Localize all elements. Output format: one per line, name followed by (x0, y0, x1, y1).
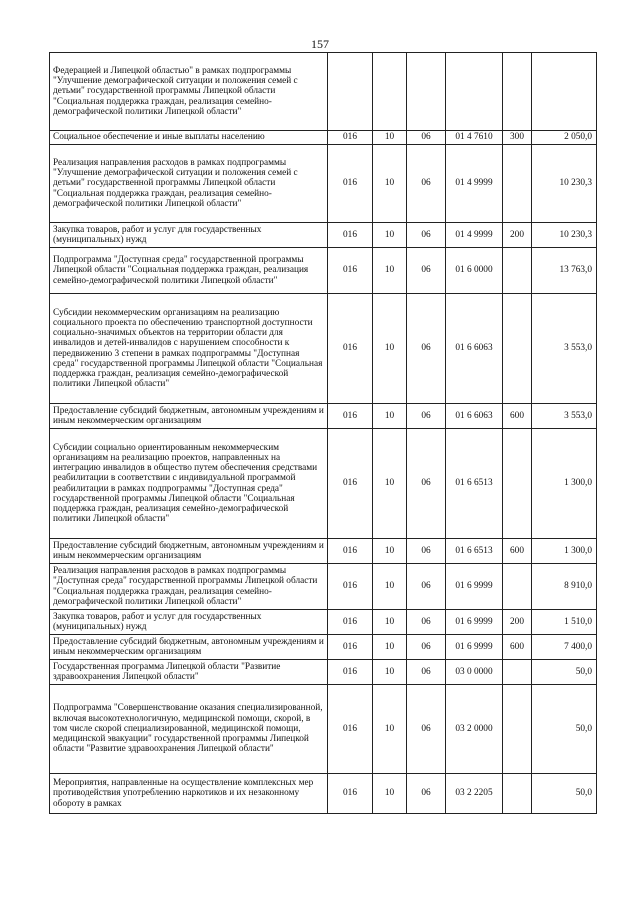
table-row (50, 131, 597, 145)
table-row (50, 774, 597, 814)
subsection-code-cell: 06 (407, 635, 446, 660)
amount-cell: 8 910,0 (532, 564, 597, 610)
target-article-cell: 03 2 2205 (446, 774, 503, 814)
ministry-code-cell: 016 (328, 660, 373, 685)
row-name-cell: Предоставление субсидий бюджетным, автономным учреждениям и иным некоммерческим организациям (50, 539, 328, 564)
section-code-cell: 10 (373, 248, 407, 294)
subsection-code-cell: 06 (407, 564, 446, 610)
expense-type-cell: 300 (503, 131, 532, 145)
subsection-code-cell (407, 53, 446, 131)
table-row (50, 248, 597, 294)
subsection-code-cell: 06 (407, 774, 446, 814)
target-article-cell: 01 6 9999 (446, 635, 503, 660)
amount-cell: 2 050,0 (532, 131, 597, 145)
subsection-code-cell: 06 (407, 685, 446, 774)
target-article-cell: 01 6 9999 (446, 564, 503, 610)
page-number: 157 (311, 37, 329, 51)
amount-cell (532, 53, 597, 131)
table-row (50, 429, 597, 539)
target-article-cell: 01 6 6513 (446, 539, 503, 564)
expense-type-cell (503, 429, 532, 539)
section-code-cell: 10 (373, 660, 407, 685)
section-code-cell: 10 (373, 610, 407, 635)
expense-type-cell (503, 294, 532, 404)
target-article-cell (446, 53, 503, 131)
amount-cell: 13 763,0 (532, 248, 597, 294)
expense-type-cell (503, 660, 532, 685)
subsection-code-cell: 06 (407, 223, 446, 248)
row-name-cell: Государственная программа Липецкой области "Развитие здравоохранения Липецкой области" (50, 660, 328, 685)
amount-cell: 1 510,0 (532, 610, 597, 635)
expense-type-cell (503, 685, 532, 774)
table-row (50, 660, 597, 685)
ministry-code-cell: 016 (328, 145, 373, 223)
section-code-cell: 10 (373, 223, 407, 248)
amount-cell: 7 400,0 (532, 635, 597, 660)
expense-type-cell: 600 (503, 404, 532, 429)
table-row (50, 404, 597, 429)
target-article-cell: 03 0 0000 (446, 660, 503, 685)
target-article-cell: 01 6 6063 (446, 404, 503, 429)
section-code-cell: 10 (373, 774, 407, 814)
budget-table-body (50, 53, 597, 814)
amount-cell: 50,0 (532, 774, 597, 814)
ministry-code-cell: 016 (328, 429, 373, 539)
ministry-code-cell: 016 (328, 774, 373, 814)
target-article-cell: 01 6 6063 (446, 294, 503, 404)
table-row (50, 610, 597, 635)
expense-type-cell: 600 (503, 539, 532, 564)
ministry-code-cell (328, 53, 373, 131)
section-code-cell: 10 (373, 635, 407, 660)
table-row (50, 53, 597, 131)
expense-type-cell (503, 564, 532, 610)
table-row (50, 685, 597, 774)
amount-cell: 3 553,0 (532, 294, 597, 404)
budget-table (49, 52, 597, 814)
subsection-code-cell: 06 (407, 539, 446, 564)
table-row (50, 294, 597, 404)
ministry-code-cell: 016 (328, 223, 373, 248)
amount-cell: 50,0 (532, 660, 597, 685)
subsection-code-cell: 06 (407, 145, 446, 223)
expense-type-cell (503, 248, 532, 294)
ministry-code-cell: 016 (328, 248, 373, 294)
target-article-cell: 01 4 9999 (446, 223, 503, 248)
section-code-cell: 10 (373, 145, 407, 223)
target-article-cell: 01 6 9999 (446, 610, 503, 635)
expense-type-cell (503, 145, 532, 223)
amount-cell: 3 553,0 (532, 404, 597, 429)
section-code-cell (373, 53, 407, 131)
row-name-cell: Закупка товаров, работ и услуг для государственных (муниципальных) нужд (50, 610, 328, 635)
subsection-code-cell: 06 (407, 131, 446, 145)
ministry-code-cell: 016 (328, 539, 373, 564)
section-code-cell: 10 (373, 564, 407, 610)
row-name-cell: Социальное обеспечение и иные выплаты населению (50, 131, 328, 145)
row-name-cell: Федерацией и Липецкой областью" в рамках подпрограммы "Улучшение демографической ситуации и положения семей с детьми" государственной программы Липецкой области "Социальная поддержка граждан, реализация семейно-демографической политики Липецкой области" (50, 53, 328, 131)
table-row (50, 539, 597, 564)
section-code-cell: 10 (373, 131, 407, 145)
amount-cell: 50,0 (532, 685, 597, 774)
ministry-code-cell: 016 (328, 635, 373, 660)
row-name-cell: Закупка товаров, работ и услуг для государственных (муниципальных) нужд (50, 223, 328, 248)
target-article-cell: 01 6 0000 (446, 248, 503, 294)
expense-type-cell: 200 (503, 223, 532, 248)
target-article-cell: 03 2 0000 (446, 685, 503, 774)
amount-cell: 10 230,3 (532, 223, 597, 248)
expense-type-cell: 600 (503, 635, 532, 660)
ministry-code-cell: 016 (328, 685, 373, 774)
table-row (50, 635, 597, 660)
expense-type-cell (503, 774, 532, 814)
amount-cell: 1 300,0 (532, 539, 597, 564)
target-article-cell: 01 4 7610 (446, 131, 503, 145)
subsection-code-cell: 06 (407, 429, 446, 539)
row-name-cell: Предоставление субсидий бюджетным, автономным учреждениям и иным некоммерческим организациям (50, 404, 328, 429)
ministry-code-cell: 016 (328, 564, 373, 610)
row-name-cell: Мероприятия, направленные на осуществление комплексных мер противодействия употреблению наркотиков и их незаконному обороту в рамках (50, 774, 328, 814)
row-name-cell: Подпрограмма "Доступная среда" государственной программы Липецкой области "Социальная поддержка граждан, реализация семейно-демографической политики Липецкой области" (50, 248, 328, 294)
expense-type-cell (503, 53, 532, 131)
target-article-cell: 01 6 6513 (446, 429, 503, 539)
subsection-code-cell: 06 (407, 248, 446, 294)
ministry-code-cell: 016 (328, 610, 373, 635)
table-row (50, 145, 597, 223)
ministry-code-cell: 016 (328, 131, 373, 145)
ministry-code-cell: 016 (328, 404, 373, 429)
row-name-cell: Субсидии социально ориентированным некоммерческим организациям на реализацию проектов, направленных на интеграцию инвалидов в общество путем обеспечения средствами реабилитации в соответствии с индивидуальной программой реабилитации в рамках подпрограммы "Доступная среда" государственной программы Липецкой области "Социальная поддержка граждан, реализация семейно-демографической политики Липецкой области" (50, 429, 328, 539)
ministry-code-cell: 016 (328, 294, 373, 404)
row-name-cell: Реализация направления расходов в рамках подпрограммы "Улучшение демографической ситуации и положения семей с детьми" государственной программы Липецкой области "Социальная поддержка граждан, реализация семейно-демографической политики Липецкой области" (50, 145, 328, 223)
table-row (50, 564, 597, 610)
row-name-cell: Подпрограмма "Совершенствование оказания специализированной, включая высокотехнологичную, медицинской помощи, скорой, в том числе скорой специализированной, медицинской помощи, медицинской эвакуации" государственной программы Липецкой области "Развитие здравоохранения Липецкой области" (50, 685, 328, 774)
section-code-cell: 10 (373, 404, 407, 429)
row-name-cell: Предоставление субсидий бюджетным, автономным учреждениям и иным некоммерческим организациям (50, 635, 328, 660)
subsection-code-cell: 06 (407, 404, 446, 429)
row-name-cell: Субсидии некоммерческим организациям на реализацию социального проекта по обеспечению транспортной доступности социально-значимых объектов на территории области для инвалидов и детей-инвалидов с нарушением способности к передвижению 3 степени в рамках подпрограммы "Доступная среда" государственной программы Липецкой области "Социальная поддержка граждан, реализация семейно-демографической политики Липецкой области" (50, 294, 328, 404)
subsection-code-cell: 06 (407, 294, 446, 404)
subsection-code-cell: 06 (407, 610, 446, 635)
section-code-cell: 10 (373, 294, 407, 404)
section-code-cell: 10 (373, 429, 407, 539)
section-code-cell: 10 (373, 685, 407, 774)
table-row (50, 223, 597, 248)
expense-type-cell: 200 (503, 610, 532, 635)
section-code-cell: 10 (373, 539, 407, 564)
amount-cell: 10 230,3 (532, 145, 597, 223)
target-article-cell: 01 4 9999 (446, 145, 503, 223)
amount-cell: 1 300,0 (532, 429, 597, 539)
row-name-cell: Реализация направления расходов в рамках подпрограммы "Доступная среда" государственной программы Липецкой области "Социальная поддержка граждан, реализация семейно-демографической политики Липецкой области" (50, 564, 328, 610)
subsection-code-cell: 06 (407, 660, 446, 685)
